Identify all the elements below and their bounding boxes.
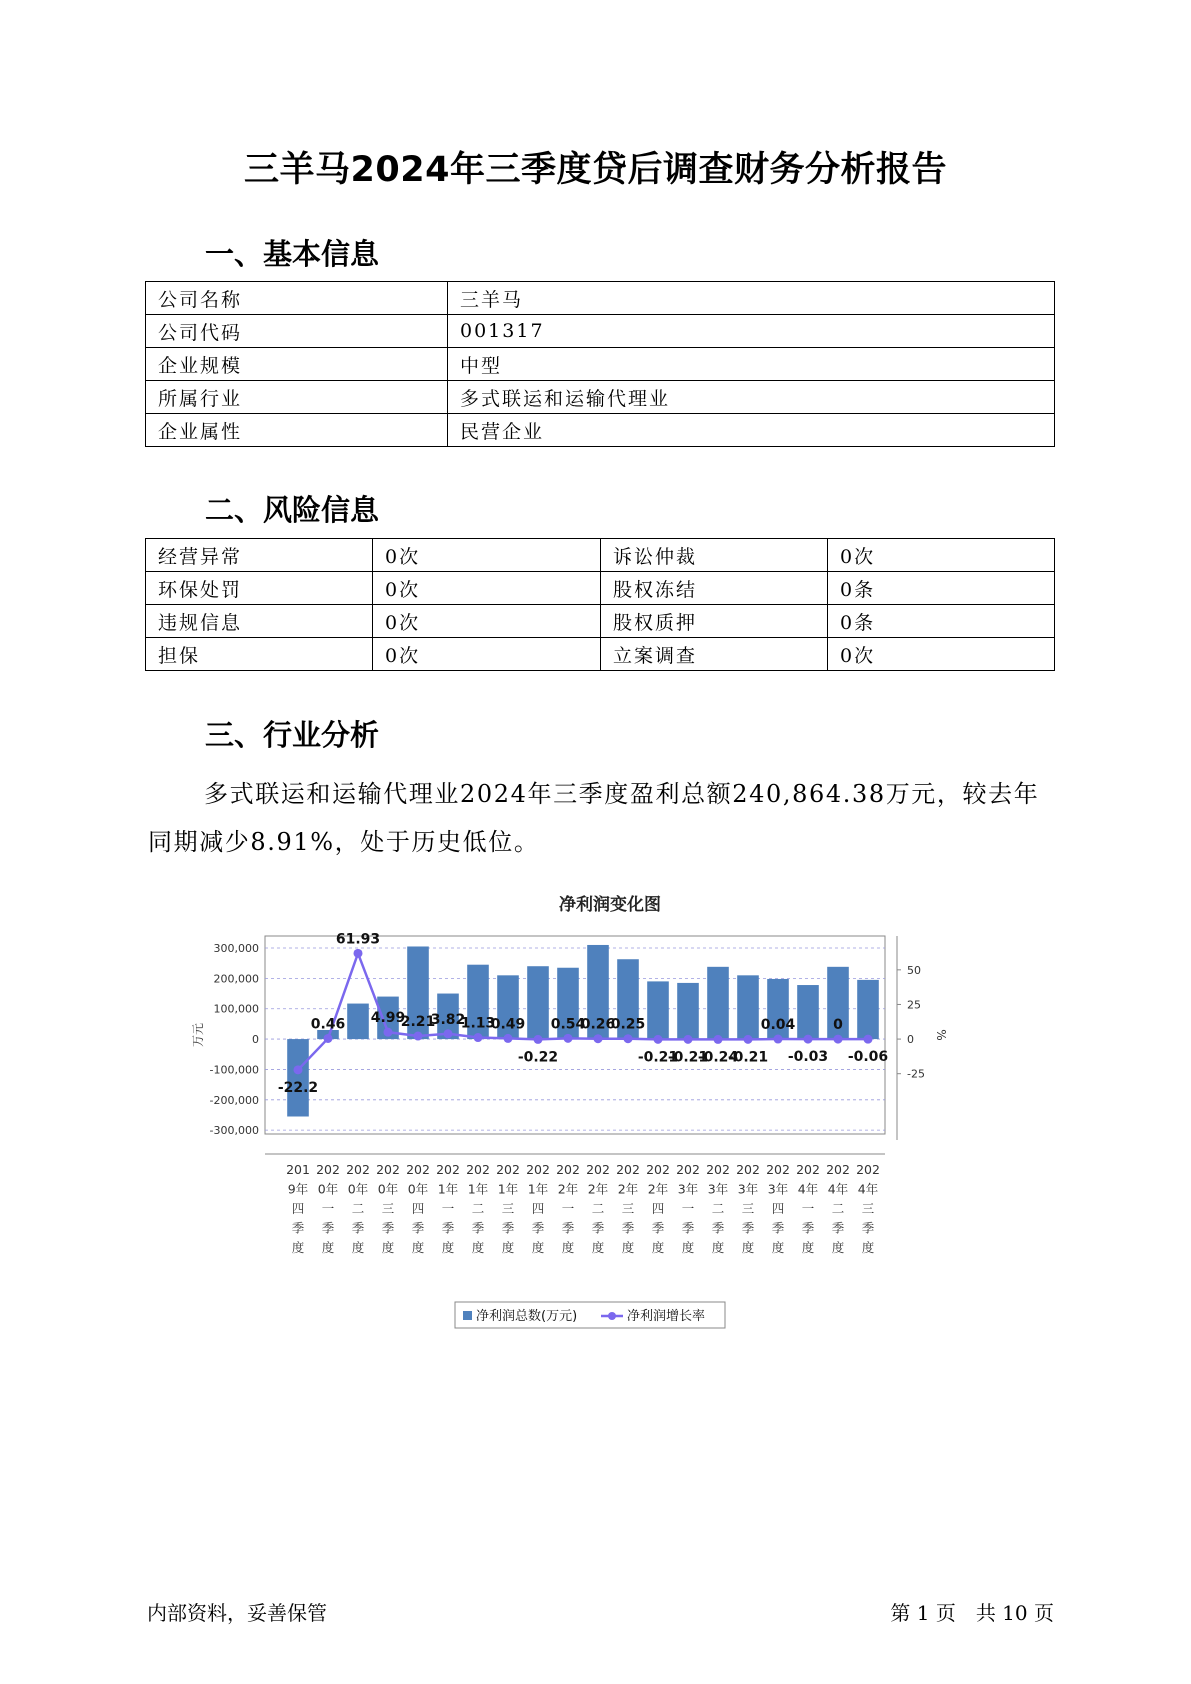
- risk-label: 担保: [146, 638, 373, 671]
- footer-page-number: 第 1 页 共 10 页: [890, 1601, 1054, 1625]
- x-tick-label: 度: [291, 1240, 305, 1255]
- x-tick-label: 度: [351, 1240, 365, 1255]
- growth-point: [744, 1035, 753, 1044]
- y-tick-label: -100,000: [209, 1063, 259, 1077]
- legend-line-marker: [608, 1312, 616, 1320]
- x-tick-label: 三: [501, 1201, 515, 1216]
- x-tick-label: 2年: [647, 1181, 669, 1197]
- x-tick-label: 季: [291, 1220, 305, 1236]
- risk-value: 0条: [828, 605, 1055, 638]
- growth-point: [834, 1035, 843, 1044]
- y2-tick-label: 0: [907, 1033, 914, 1047]
- bar: [677, 983, 699, 1039]
- x-tick-label: 度: [801, 1240, 815, 1255]
- x-tick-label: 一: [441, 1201, 455, 1216]
- x-tick-label: 度: [561, 1240, 575, 1255]
- x-tick-label: 度: [711, 1240, 725, 1255]
- bar: [527, 966, 549, 1039]
- x-tick-label: 202: [616, 1162, 640, 1177]
- growth-point: [714, 1035, 723, 1044]
- x-tick-label: 季: [711, 1220, 725, 1236]
- y2-tick-label: 50: [907, 963, 921, 977]
- x-tick-label: 季: [591, 1220, 605, 1236]
- growth-point: [804, 1035, 813, 1044]
- x-tick-label: 季: [771, 1220, 785, 1236]
- info-label: 企业规模: [146, 348, 448, 381]
- x-tick-label: 202: [676, 1162, 700, 1177]
- x-tick-label: 2年: [587, 1181, 609, 1197]
- x-tick-label: 202: [496, 1162, 520, 1177]
- x-tick-label: 度: [771, 1240, 785, 1255]
- risk-value: 0次: [373, 638, 601, 671]
- info-value: 001317: [448, 315, 1055, 348]
- x-tick-label: 3年: [707, 1181, 729, 1197]
- x-tick-label: 季: [381, 1220, 395, 1236]
- x-tick-label: 度: [681, 1240, 695, 1255]
- growth-point: [294, 1065, 303, 1074]
- x-tick-label: 202: [586, 1162, 610, 1177]
- x-tick-label: 二: [351, 1201, 365, 1216]
- legend-bar-swatch: [463, 1311, 472, 1320]
- x-tick-label: 1年: [437, 1181, 459, 1197]
- y-tick-label: -300,000: [209, 1124, 259, 1138]
- table-row: [146, 414, 1055, 447]
- industry-paragraph: 多式联运和运输代理业2024年三季度盈利总额240,864.38万元，较去年同期减少8.91%，处于历史低位。: [148, 780, 1040, 856]
- x-tick-label: 度: [651, 1240, 665, 1255]
- x-tick-label: 0年: [377, 1181, 399, 1197]
- x-tick-label: 度: [411, 1240, 425, 1255]
- risk-label: 立案调查: [601, 638, 828, 671]
- table-row: [146, 348, 1055, 381]
- growth-point: [774, 1035, 783, 1044]
- risk-label: 诉讼仲裁: [601, 539, 828, 572]
- info-value: 三羊马: [448, 282, 1055, 315]
- bar: [347, 1004, 369, 1040]
- x-tick-label: 202: [736, 1162, 760, 1177]
- growth-point: [534, 1035, 543, 1044]
- net-profit-chart: [180, 888, 960, 1343]
- risk-value: 0次: [373, 539, 601, 572]
- y-tick-label: 0: [252, 1033, 259, 1047]
- x-tick-label: 季: [471, 1220, 485, 1236]
- table-row: [146, 381, 1055, 414]
- x-tick-label: 二: [711, 1201, 725, 1216]
- data-label: 0: [833, 1017, 843, 1034]
- x-tick-label: 季: [531, 1220, 545, 1236]
- info-value: 中型: [448, 348, 1055, 381]
- growth-point: [864, 1035, 873, 1044]
- table-row: [146, 539, 1055, 572]
- x-tick-label: 季: [501, 1220, 515, 1236]
- x-tick-label: 202: [556, 1162, 580, 1177]
- y-tick-label: 200,000: [213, 972, 259, 986]
- x-tick-label: 度: [621, 1240, 635, 1255]
- info-label: 所属行业: [146, 381, 448, 414]
- bar: [647, 981, 669, 1039]
- y-tick-label: 300,000: [213, 942, 259, 955]
- x-tick-label: 季: [651, 1220, 665, 1236]
- info-label: 公司名称: [146, 282, 448, 315]
- x-tick-label: 度: [831, 1240, 845, 1255]
- x-tick-label: 度: [381, 1240, 395, 1255]
- x-tick-label: 202: [706, 1162, 730, 1177]
- x-tick-label: 季: [621, 1220, 635, 1236]
- info-value: 多式联运和运输代理业: [448, 381, 1055, 414]
- x-tick-label: 季: [801, 1220, 815, 1236]
- x-tick-label: 2年: [617, 1181, 639, 1197]
- basic-info-table: [145, 281, 1055, 447]
- x-tick-label: 二: [591, 1201, 605, 1216]
- x-tick-label: 9年: [287, 1181, 309, 1197]
- data-label: 0.46: [310, 1016, 346, 1033]
- risk-label: 违规信息: [146, 605, 373, 638]
- data-label: 3.82: [430, 1011, 466, 1028]
- x-tick-label: 3年: [737, 1181, 759, 1197]
- growth-point: [654, 1035, 663, 1044]
- x-tick-label: 四: [771, 1201, 785, 1216]
- data-label: 0.49: [490, 1016, 526, 1033]
- x-tick-label: 202: [646, 1162, 670, 1177]
- x-tick-label: 0年: [407, 1181, 429, 1197]
- x-tick-label: 度: [591, 1240, 605, 1255]
- growth-point: [474, 1033, 483, 1042]
- table-row: [146, 572, 1055, 605]
- x-tick-label: 202: [346, 1162, 370, 1177]
- x-tick-label: 季: [411, 1220, 425, 1236]
- section-risk-heading: 二、风险信息: [205, 493, 380, 527]
- x-tick-label: 度: [471, 1240, 485, 1255]
- data-label: -22.2: [277, 1079, 319, 1096]
- risk-value: 0次: [373, 572, 601, 605]
- growth-point: [384, 1028, 393, 1037]
- x-tick-label: 202: [826, 1162, 850, 1177]
- data-label: 4.99: [370, 1010, 406, 1027]
- x-tick-label: 度: [531, 1240, 545, 1255]
- data-label: -0.06: [847, 1049, 889, 1066]
- x-tick-label: 202: [376, 1162, 400, 1177]
- x-tick-label: 度: [741, 1240, 755, 1255]
- y-tick-label: 100,000: [213, 1002, 259, 1016]
- growth-point: [594, 1034, 603, 1043]
- table-row: [146, 315, 1055, 348]
- risk-label: 股权质押: [601, 605, 828, 638]
- risk-info-table: [145, 538, 1055, 671]
- x-tick-label: 202: [766, 1162, 790, 1177]
- x-tick-label: 3年: [767, 1181, 789, 1197]
- data-label: -0.24: [697, 1049, 739, 1066]
- table-row: [146, 605, 1055, 638]
- growth-point: [444, 1029, 453, 1038]
- x-tick-label: 1年: [467, 1181, 489, 1197]
- x-tick-label: 季: [681, 1220, 695, 1236]
- x-tick-label: 2年: [557, 1181, 579, 1197]
- x-tick-label: 二: [831, 1201, 845, 1216]
- x-tick-label: 季: [321, 1220, 335, 1236]
- footer-confidential: 内部资料，妥善保管: [147, 1601, 327, 1625]
- risk-label: 股权冻结: [601, 572, 828, 605]
- bar: [857, 980, 879, 1039]
- table-row: [146, 638, 1055, 671]
- data-label: 61.93: [335, 931, 381, 948]
- growth-point: [564, 1034, 573, 1043]
- risk-label: 经营异常: [146, 539, 373, 572]
- x-tick-label: 202: [316, 1162, 340, 1177]
- risk-value: 0次: [828, 638, 1055, 671]
- x-tick-label: 四: [531, 1201, 545, 1216]
- x-tick-label: 三: [741, 1201, 755, 1216]
- info-value: 民营企业: [448, 414, 1055, 447]
- data-label: 0.54: [550, 1016, 586, 1033]
- risk-label: 环保处罚: [146, 572, 373, 605]
- growth-point: [354, 949, 363, 958]
- x-tick-label: 度: [501, 1240, 515, 1255]
- table-row: [146, 282, 1055, 315]
- x-tick-label: 1年: [527, 1181, 549, 1197]
- x-tick-label: 201: [286, 1162, 310, 1177]
- y2-tick-label: -25: [907, 1067, 925, 1081]
- growth-point: [684, 1035, 693, 1044]
- info-label: 公司代码: [146, 315, 448, 348]
- bar: [737, 975, 759, 1039]
- legend-bar-label: 净利润总数(万元): [476, 1309, 578, 1324]
- data-label: -0.21: [667, 1049, 709, 1066]
- x-tick-label: 0年: [317, 1181, 339, 1197]
- x-tick-label: 202: [526, 1162, 550, 1177]
- x-tick-label: 四: [411, 1201, 425, 1216]
- growth-point: [324, 1034, 333, 1043]
- y-tick-label: -200,000: [209, 1093, 259, 1107]
- x-tick-label: 202: [436, 1162, 460, 1177]
- bar: [797, 985, 819, 1039]
- data-label: 2.21: [400, 1014, 436, 1031]
- data-label: -0.21: [637, 1049, 679, 1066]
- x-tick-label: 三: [381, 1201, 395, 1216]
- x-tick-label: 一: [321, 1201, 335, 1216]
- data-label: 0.26: [580, 1016, 616, 1033]
- section-industry-heading: 三、行业分析: [205, 718, 380, 752]
- x-tick-label: 二: [471, 1201, 485, 1216]
- y-axis-label: 万元: [191, 1022, 205, 1048]
- section-basic-heading: 一、基本信息: [205, 237, 380, 271]
- x-tick-label: 季: [861, 1220, 875, 1236]
- data-label: -0.22: [517, 1049, 559, 1066]
- risk-value: 0次: [373, 605, 601, 638]
- x-tick-label: 4年: [827, 1181, 849, 1197]
- x-tick-label: 四: [651, 1201, 665, 1216]
- x-tick-label: 一: [681, 1201, 695, 1216]
- x-tick-label: 0年: [347, 1181, 369, 1197]
- growth-point: [624, 1034, 633, 1043]
- y2-tick-label: 25: [907, 998, 921, 1012]
- bar: [707, 967, 729, 1039]
- x-tick-label: 3年: [677, 1181, 699, 1197]
- x-tick-label: 三: [621, 1201, 635, 1216]
- x-tick-label: 度: [321, 1240, 335, 1255]
- bar: [287, 1039, 309, 1116]
- report-title: 三羊马2024年三季度贷后调查财务分析报告: [244, 150, 947, 190]
- x-tick-label: 季: [561, 1220, 575, 1236]
- x-tick-label: 季: [741, 1220, 755, 1236]
- data-label: -0.03: [787, 1049, 829, 1066]
- x-tick-label: 季: [441, 1220, 455, 1236]
- risk-value: 0条: [828, 572, 1055, 605]
- x-tick-label: 一: [561, 1201, 575, 1216]
- legend-line-label: 净利润增长率: [627, 1309, 706, 1324]
- x-tick-label: 202: [856, 1162, 880, 1177]
- x-tick-label: 度: [441, 1240, 455, 1255]
- data-label: 0.25: [610, 1016, 646, 1033]
- data-label: 0.04: [760, 1017, 796, 1034]
- x-tick-label: 1年: [497, 1181, 519, 1197]
- x-tick-label: 三: [861, 1201, 875, 1216]
- x-tick-label: 202: [466, 1162, 490, 1177]
- x-tick-label: 202: [406, 1162, 430, 1177]
- growth-point: [504, 1034, 513, 1043]
- x-tick-label: 一: [801, 1201, 815, 1216]
- growth-point: [414, 1032, 423, 1041]
- x-tick-label: 季: [831, 1220, 845, 1236]
- info-label: 企业属性: [146, 414, 448, 447]
- x-tick-label: 四: [291, 1201, 305, 1216]
- data-label: 1.13: [460, 1015, 496, 1032]
- y2-axis-label: %: [934, 1029, 948, 1041]
- chart-title: 净利润变化图: [559, 895, 661, 915]
- x-tick-label: 202: [796, 1162, 820, 1177]
- data-label: -0.21: [727, 1049, 769, 1066]
- x-tick-label: 4年: [797, 1181, 819, 1197]
- risk-value: 0次: [828, 539, 1055, 572]
- x-tick-label: 季: [351, 1220, 365, 1236]
- x-tick-label: 4年: [857, 1181, 879, 1197]
- x-tick-label: 度: [861, 1240, 875, 1255]
